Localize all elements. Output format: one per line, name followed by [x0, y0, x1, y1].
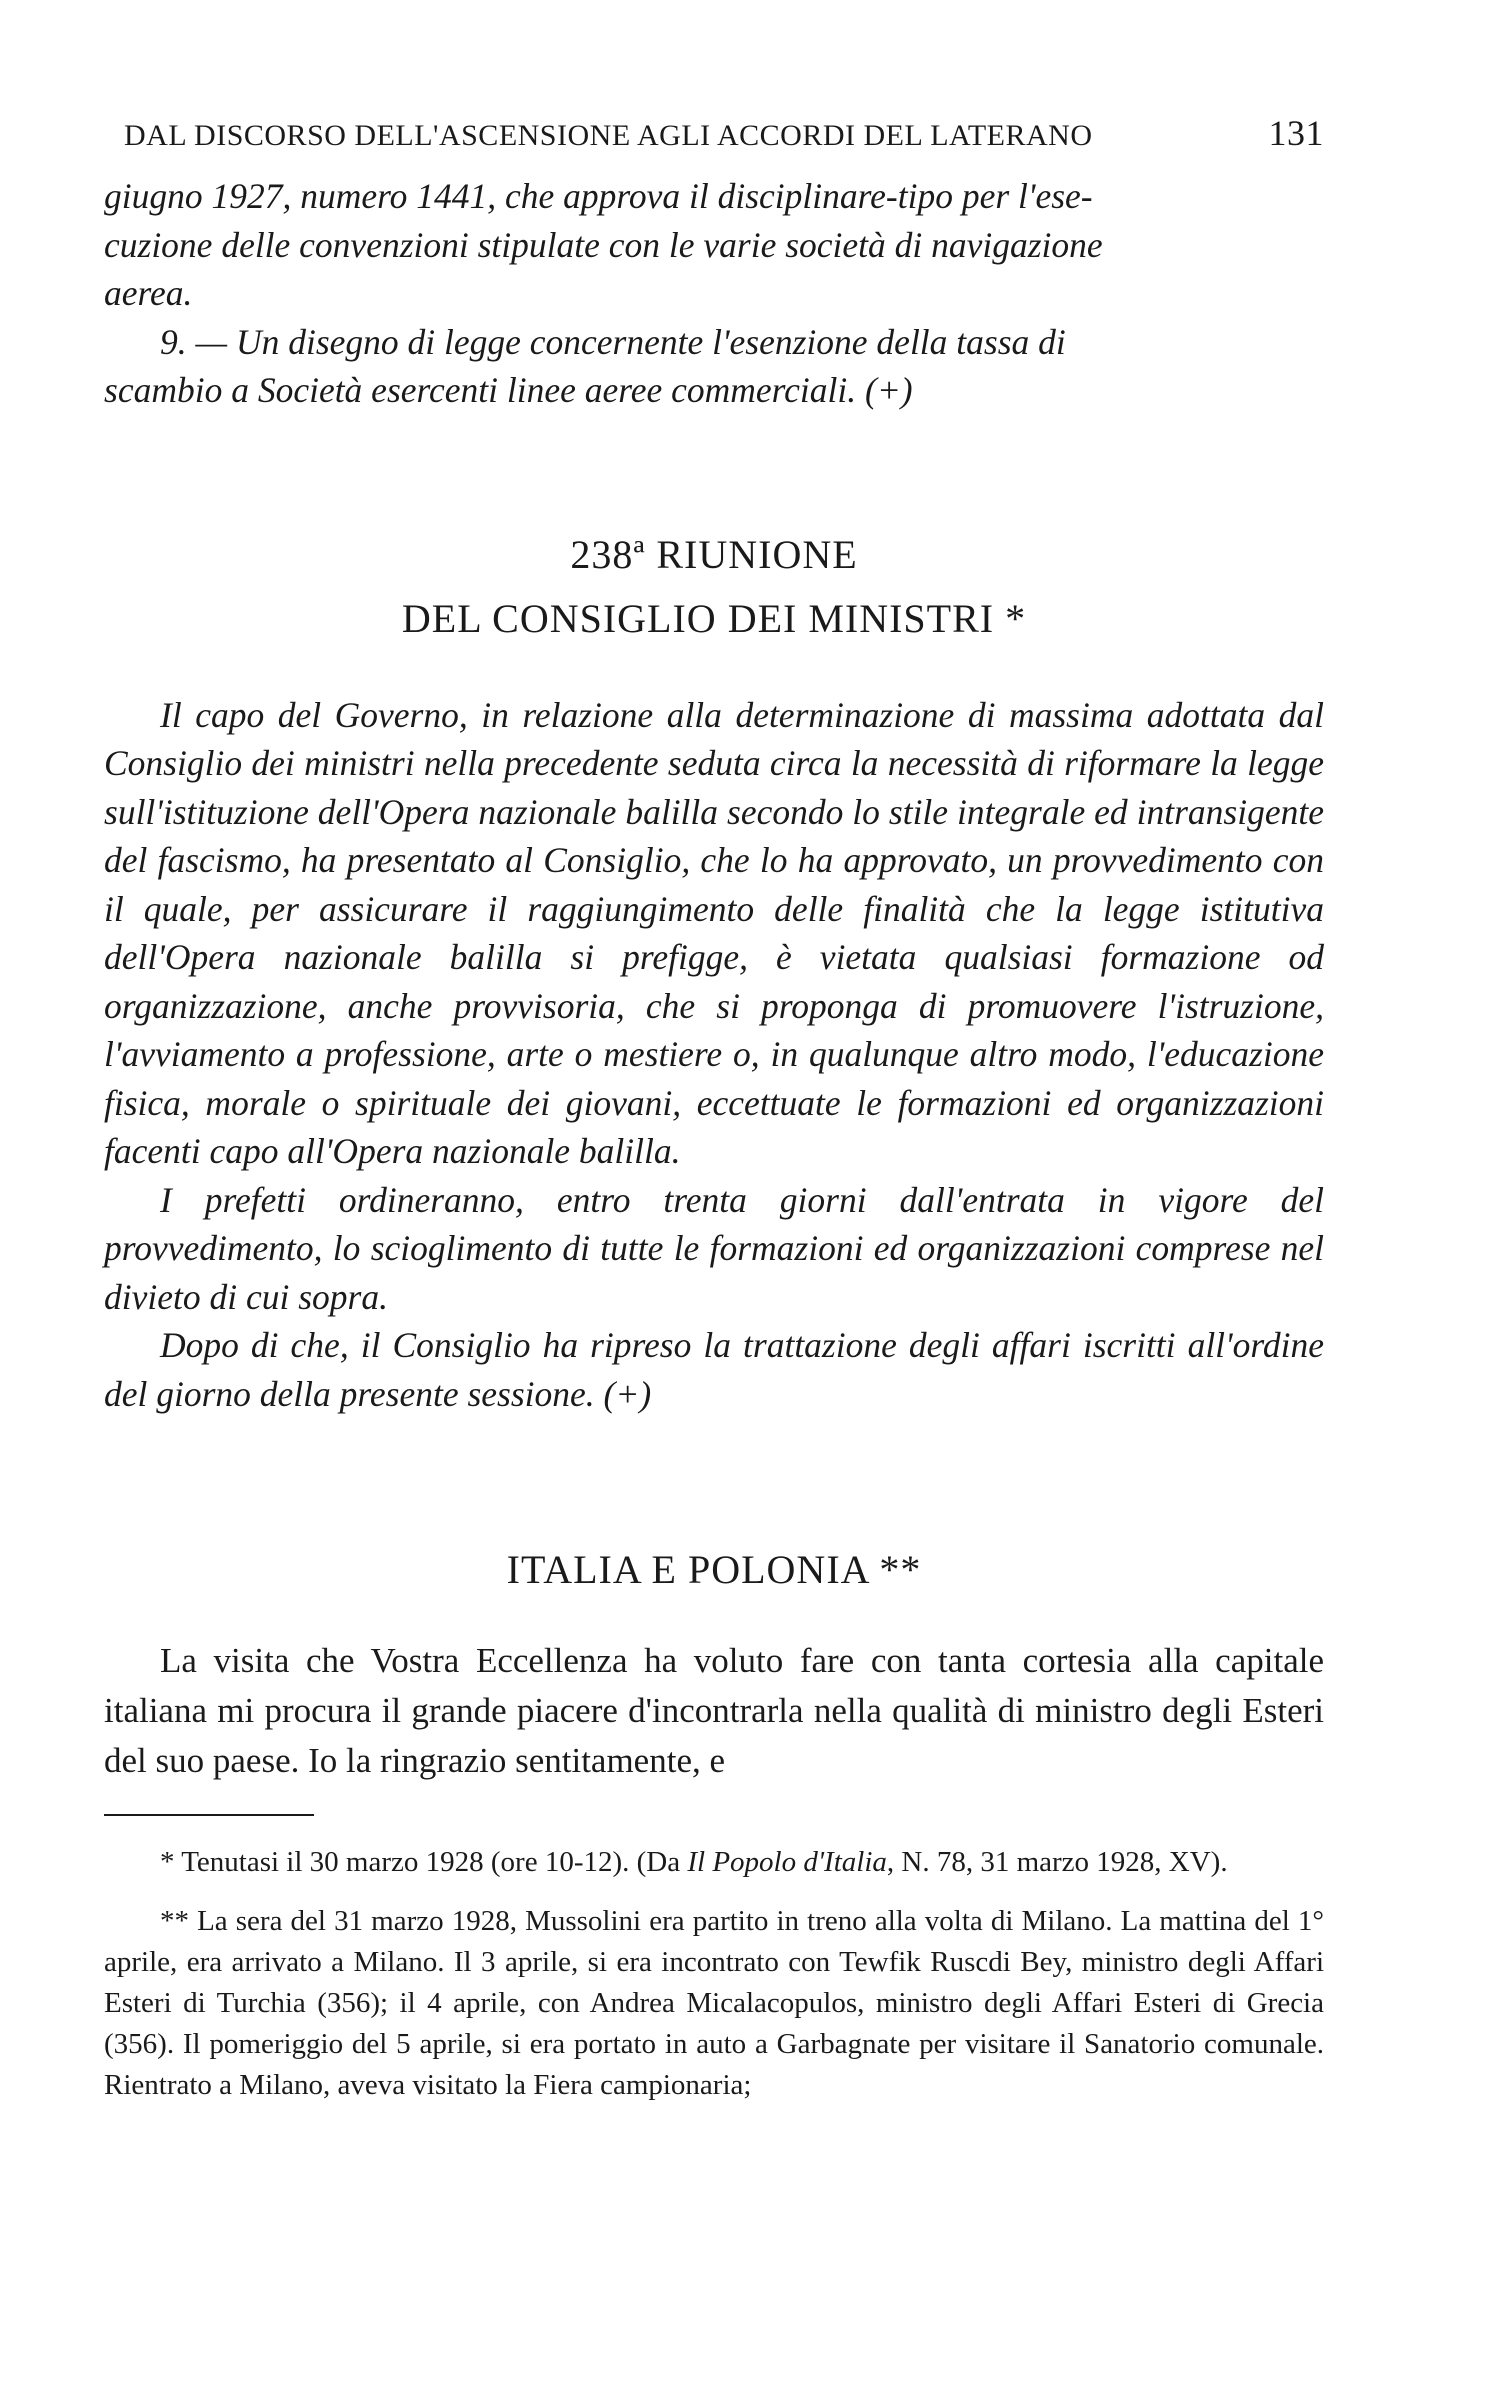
section-heading-italia-polonia: ITALIA E POLONIA **: [506, 1547, 922, 1592]
footnote-1-text-end: , N. 78, 31 marzo 1928, XV).: [886, 1846, 1228, 1878]
continuation-line: cuzione delle convenzioni stipulate con le varie società di navigazione: [104, 224, 1103, 265]
report-paragraph: I prefetti ordineranno, entro trenta giorni dall'entrata in vigore del provvedimento, lo scioglimento di tutte le formazioni ed organizzazioni comprese nel divieto di cui sopra.: [104, 1179, 1324, 1317]
report-paragraph: Dopo di che, il Consiglio ha ripreso la trattazione degli affari iscritti all'ordine del giorno della presente sessione. (+): [104, 1325, 1324, 1414]
footnote-divider: [104, 1814, 314, 1816]
running-title: DAL DISCORSO DELL'ASCENSIONE AGLI ACCORDI DEL LATERANO: [124, 119, 1093, 152]
agenda-item-9: 9. — Un disegno di legge concernente l'esenzione della tassa di: [160, 321, 1066, 362]
running-header: [104, 112, 1324, 172]
footnote-1: [104, 1842, 1324, 1883]
footnote-1-source: Il Popolo d'Italia: [687, 1846, 887, 1878]
heading-line: 238ª RIUNIONE: [570, 531, 858, 577]
page-number: 131: [1268, 113, 1324, 153]
footnote-1-text: * Tenutasi il 30 marzo 1928 (ore 10-12). (Da: [160, 1846, 688, 1878]
speech-text: [104, 1636, 1324, 1786]
footnote-2-text: ** La sera del 31 marzo 1928, Mussolini era partito in treno alla volta di Milano. La mattina del 1° aprile, era arrivato a Milano. Il 3 aprile, si era incontrato con Tewfik Ruscdi Bey, ministro degli Affari Esteri di Turchia (356); il 4 aprile, con Andrea Micalacopulos, ministro degli Affari Esteri di Grecia (356). Il pomeriggio del 5 aprile, si era portato in auto a Garbagnate per visitare il Sanatorio comunale. Rientrato a Milano, aveva visitato la Fiera campionaria;: [104, 1905, 1324, 2101]
heading-line: DEL CONSIGLIO DEI MINISTRI *: [401, 595, 1027, 641]
report-paragraph: Il capo del Governo, in relazione alla determinazione di massima adottata dal Consiglio dei ministri nella precedente seduta circa la necessità di riformare la legge sull'istituzione dell'Opera nazionale balilla secondo lo stile integrale ed intransigente del fascismo, ha presentato al Consiglio, che lo ha approvato, un provvedimento con il quale, per assicurare il raggiungimento delle finalità che la legge istitutiva dell'Opera nazionale balilla si prefigge, è vietata qualsiasi formazione od organizzazione, anche provvisoria, che si proponga di promuovere l'istruzione, l'avviamento a professione, arte o mestiere o, in qualunque altro modo, l'educazione fisica, morale o spirituale dei giovani, eccettuate le formazioni ed organizzazioni facenti capo all'Opera nazionale balilla.: [104, 694, 1324, 1171]
section-heading-238: [104, 527, 1324, 647]
continuation-line: aerea.: [104, 273, 193, 313]
footnote-2: [104, 1901, 1324, 2106]
continuation-line: giugno 1927, numero 1441, che approva il disciplinare-tipo per l'ese-: [104, 176, 1093, 216]
council-report: [104, 691, 1324, 1419]
continuation-text: [104, 172, 1324, 415]
agenda-item-9-cont: scambio a Società esercenti linee aeree commerciali. (+): [104, 370, 913, 410]
speech-paragraph: La visita che Vostra Eccellenza ha voluto fare con tanta cortesia alla capitale italiana mi procura il grande piacere d'incontrarla nella qualità di ministro degli Esteri del suo paese. Io la ringrazio sentitamente, e: [104, 1641, 1324, 1780]
book-page: [104, 112, 1324, 2124]
